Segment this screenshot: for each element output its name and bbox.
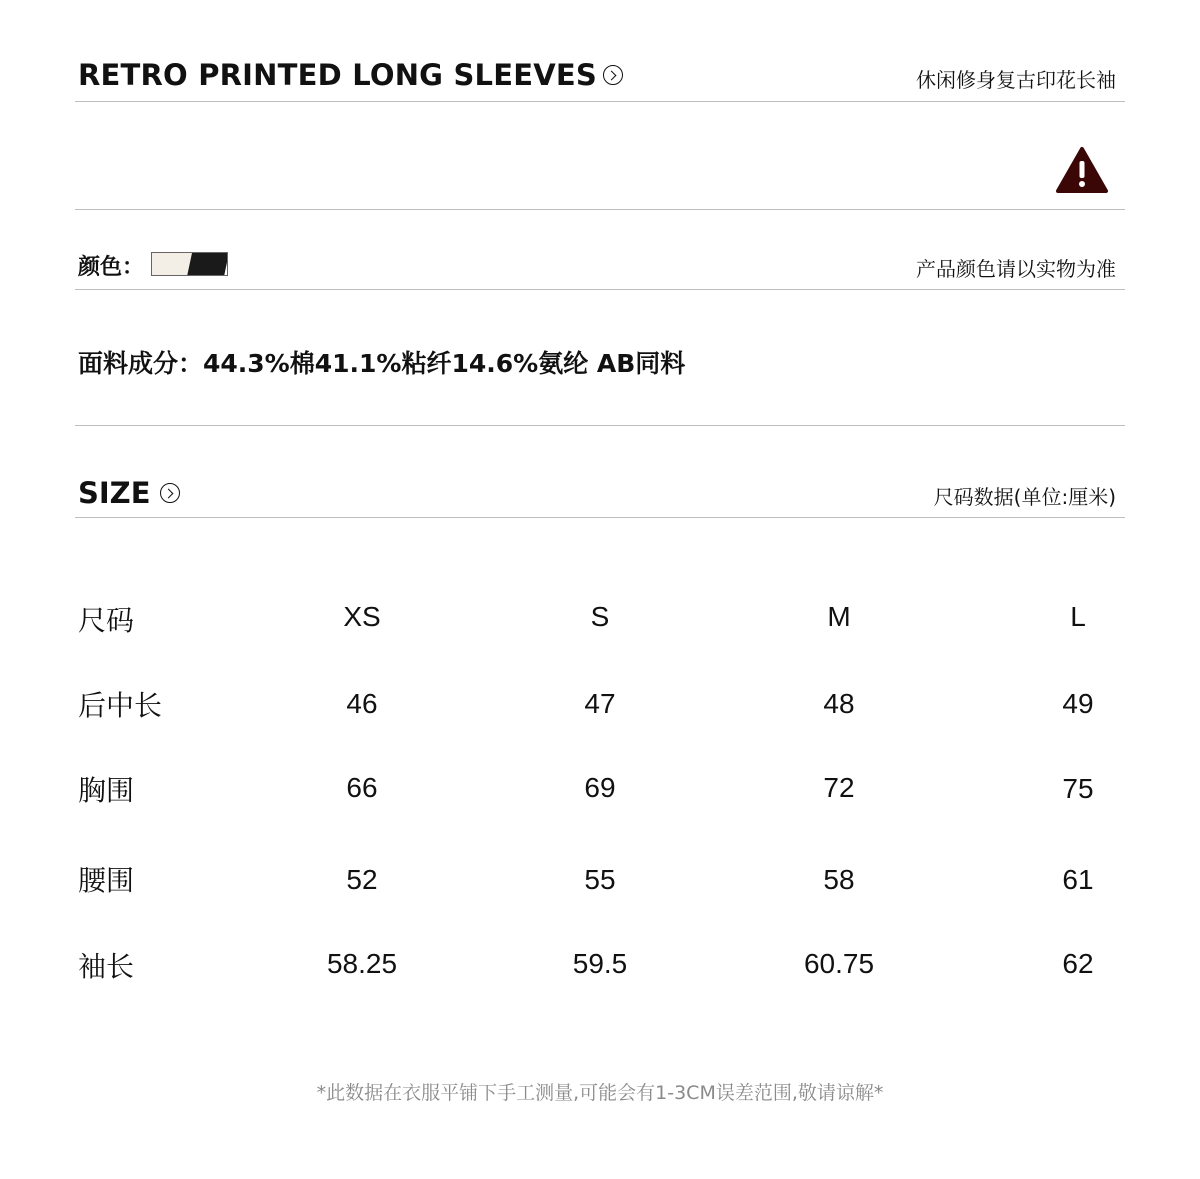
divider — [75, 425, 1125, 426]
measurement-footnote: *此数据在衣服平铺下手工测量,可能会有1-3CM误差范围,敬请谅解* — [316, 1082, 884, 1104]
size-m: M — [827, 601, 851, 632]
circle-chevron-right-icon[interactable] — [603, 65, 623, 85]
fabric-composition: 面料成分：44.3%棉41.1%粘纤14.6%氨纶 AB同料 — [78, 349, 686, 378]
color-label: 颜色： — [78, 255, 145, 280]
circle-chevron-right-icon[interactable] — [160, 483, 180, 503]
table-cell: 72 — [823, 772, 855, 803]
size-section-title — [78, 476, 180, 510]
table-cell: 48 — [823, 688, 855, 719]
color-swatch[interactable] — [151, 252, 228, 276]
table-cell: 66 — [346, 772, 378, 803]
color-note: 产品颜色请以实物为准 — [916, 257, 1116, 281]
size-s: S — [590, 601, 610, 632]
table-cell: 60.75 — [803, 948, 875, 979]
swatch-dark — [187, 253, 228, 276]
table-cell: 61 — [1062, 864, 1094, 895]
table-cell: 46 — [346, 688, 378, 719]
divider — [75, 517, 1125, 518]
product-subtitle-cn: 休闲修身复古印花长袖 — [916, 68, 1116, 92]
divider — [75, 101, 1125, 102]
table-cell: 62 — [1062, 948, 1094, 979]
table-cell: 55 — [584, 864, 616, 895]
table-cell: 69 — [584, 772, 616, 803]
row-label: 腰围 — [78, 864, 135, 897]
size-xs: XS — [343, 601, 381, 632]
table-cell: 58.25 — [326, 948, 398, 979]
divider — [75, 209, 1125, 210]
divider — [75, 289, 1125, 290]
size-unit-note: 尺码数据(单位:厘米) — [933, 485, 1116, 509]
table-cell: 59.5 — [572, 948, 628, 979]
table-cell: 75 — [1062, 773, 1094, 804]
size-l: L — [1070, 601, 1086, 632]
size-title-text: SIZE — [78, 476, 151, 510]
product-title — [78, 58, 623, 92]
header-label: 尺码 — [78, 604, 135, 637]
table-cell: 58 — [823, 864, 855, 895]
table-cell: 52 — [346, 864, 378, 895]
table-cell: 47 — [584, 688, 616, 719]
product-title-text: RETRO PRINTED LONG SLEEVES — [78, 58, 598, 92]
row-label: 胸围 — [78, 774, 135, 807]
row-label: 后中长 — [78, 689, 163, 722]
warning-triangle-icon — [1055, 146, 1109, 194]
table-cell: 49 — [1062, 688, 1094, 719]
row-label: 袖长 — [78, 950, 135, 983]
